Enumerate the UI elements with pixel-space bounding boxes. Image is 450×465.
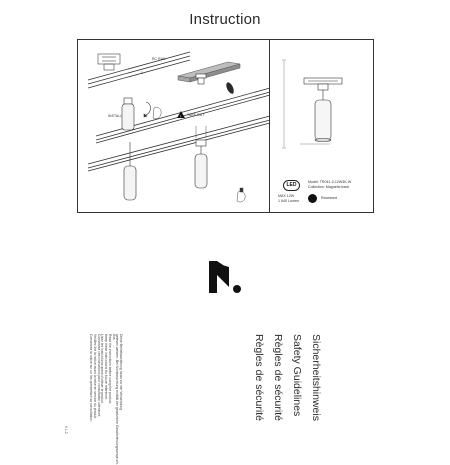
safety-small-print [89,334,122,465]
max-power: MAX 12W [278,194,295,198]
small-line: gelesen werden. Bei Nichtbeachtung entfällt der gesetzliche Gewährleistungsanspruch. [115,334,120,465]
track-rail-upper [88,52,190,88]
track-adapter [304,78,342,90]
small-line: Conservez la notice sur un lieu permettant sa consultation. [89,334,94,423]
pendant-left [124,142,136,200]
small-line: Veuillez lire la notice avant la mise en service du produit. [93,334,98,419]
small-line: Keep these instructions for future reference. [104,334,109,400]
model-number: Model: TR041-2-12W3K-W [308,180,352,184]
brand-logo-icon [207,257,247,297]
ceiling-block [178,62,240,82]
small-line: Lisez les instructions avant d'utiliser le produit. [100,334,105,404]
small-line: Diese Betriebsanleitung muss vor der Verwendung [119,334,123,411]
safety-heading-fr: Règles de sécurité [272,334,284,421]
led-spec [278,194,299,204]
install-label: INSTALL [108,114,123,118]
svg-text:!: ! [180,113,182,119]
small-line: aus. [111,334,116,341]
spotlight-body [315,90,331,142]
rail-label: RC RAIL [152,57,167,61]
page-number: # 1-2 [64,426,68,434]
magnet-detail-drawing [98,54,120,70]
safety-heading-fr-2: Règles de sécurité [253,334,265,421]
track-rail-lower [88,116,270,171]
installation-diagram-panel [77,39,270,213]
model-info [308,180,358,206]
takeout-hand [237,188,245,202]
recessed-dot-icon [308,194,317,203]
pendant-right [195,140,207,188]
safety-heading-en: Safety Guidelines [291,334,303,417]
lumen-value: 1 840 Lumen [278,199,299,203]
led-badge-icon: LED [283,180,300,191]
step1-hand [153,107,161,118]
step2-number: 2 [232,91,234,95]
collection-name: Collection: Magnetic track [308,185,350,189]
recessed-label: Recessed [321,196,337,200]
page-title: Instruction [189,11,261,28]
small-line: Read the instructions before using the product. [107,334,112,405]
step1-number: 1 [141,71,143,75]
installation-diagram [78,40,271,214]
small-line: Conservez ces instructions pour consultation ultérieure. [96,334,101,418]
safety-heading-de: Sicherheitshinweis [310,334,322,421]
install-arrows [196,126,206,138]
take-out-label: TAKE OUT [187,113,205,117]
